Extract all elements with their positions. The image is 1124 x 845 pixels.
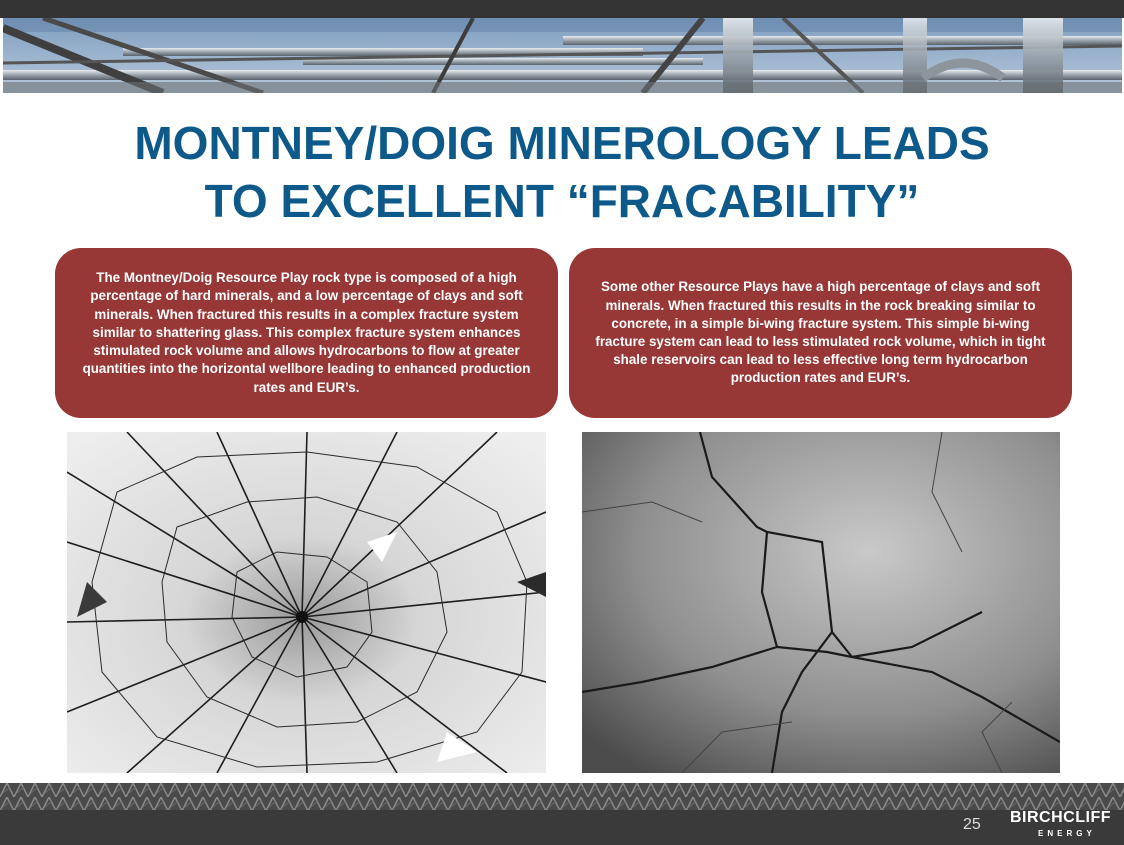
- logo-subtitle: ENERGY: [1038, 829, 1096, 838]
- slide-title: [0, 114, 1124, 230]
- page-number: 25: [963, 816, 981, 833]
- shattered-glass-image: [67, 432, 546, 773]
- cracked-concrete-image: [582, 432, 1060, 773]
- footer-texture-strip: [0, 783, 1124, 810]
- birchcliff-logo: [1010, 808, 1120, 844]
- other-plays-description-box: [569, 248, 1072, 418]
- top-bar: [0, 0, 1124, 18]
- other-plays-description-text: Some other Resource Plays have a high percentage of clays and soft minerals. When fractured this results in the rock breaking similar to concrete, in a simple bi-wing fracture system. This simple bi-wing fracture system can lead to less stimulated rock volume, which in tight shale reservoirs can lead to less effective long term hydrocarbon production rates and EUR’s.: [595, 279, 1046, 386]
- logo-wordmark: BIRCHCLIFF: [1010, 809, 1111, 826]
- montney-description-box: [55, 248, 558, 418]
- title-line-1: MONTNEY/DOIG MINEROLOGY LEADS: [134, 117, 990, 169]
- header-banner-image: [3, 18, 1122, 93]
- footer-bar: [0, 810, 1124, 845]
- title-line-2: TO EXCELLENT “FRACABILITY”: [204, 175, 920, 227]
- montney-description-text: The Montney/Doig Resource Play rock type is composed of a high percentage of hard minerals, and a low percentage of clays and soft minerals. When fractured this results in a complex fracture system similar to shattering glass. This complex fracture system enhances stimulated rock volume and allows hydrocarbons to flow at greater quantities into the horizontal wellbore leading to enhanced production rates and EUR’s.: [82, 270, 531, 395]
